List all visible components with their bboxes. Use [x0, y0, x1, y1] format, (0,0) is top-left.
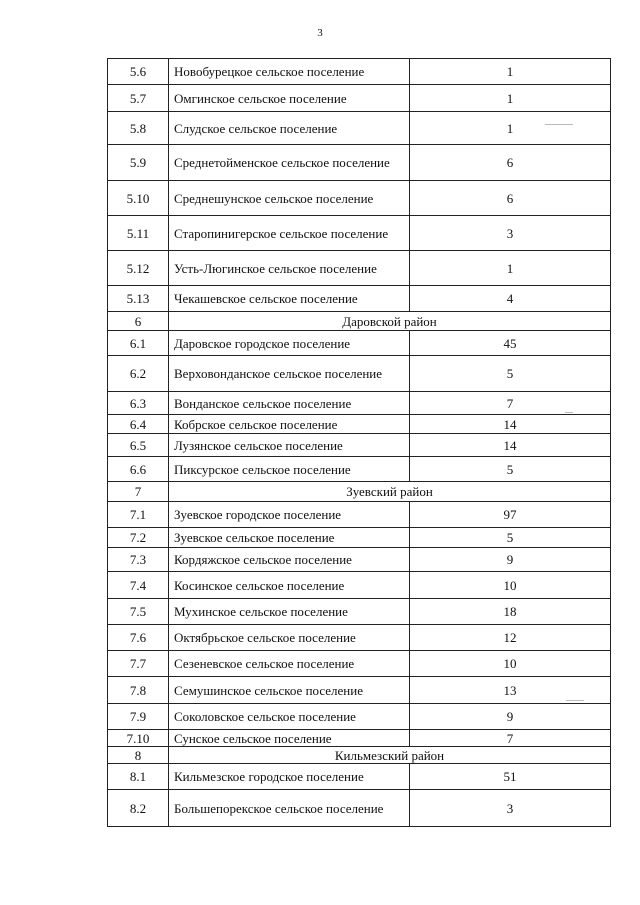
table-row: [108, 528, 611, 548]
settlement-name: Семушинское сельское поселение: [169, 677, 410, 704]
row-number: 6: [108, 312, 169, 331]
row-number: 5.12: [108, 251, 169, 286]
settlement-value: 14: [410, 434, 611, 457]
settlement-name: Вонданское сельское поселение: [169, 392, 410, 415]
row-number: 7.9: [108, 704, 169, 730]
settlement-value: 1: [410, 85, 611, 112]
settlement-name: Кордяжское сельское поселение: [169, 548, 410, 572]
settlement-value: 12: [410, 625, 611, 651]
table-row: [108, 730, 611, 747]
settlement-name: Кобрское сельское поселение: [169, 415, 410, 434]
row-number: 7: [108, 482, 169, 502]
district-row: [108, 312, 611, 331]
settlement-name: Лузянское сельское поселение: [169, 434, 410, 457]
settlement-name: Среднетойменское сельское поселение: [169, 145, 410, 181]
settlements-table: [107, 58, 611, 827]
district-row: [108, 482, 611, 502]
settlement-name: Сезеневское сельское поселение: [169, 651, 410, 677]
table-row: [108, 85, 611, 112]
settlement-name: Пиксурское сельское поселение: [169, 457, 410, 482]
row-number: 7.10: [108, 730, 169, 747]
table-row: [108, 251, 611, 286]
table-row: [108, 415, 611, 434]
row-number: 8.1: [108, 764, 169, 790]
settlement-name: Большепорекское сельское поселение: [169, 790, 410, 827]
table-row: [108, 677, 611, 704]
district-name: Кильмезский район: [169, 747, 611, 764]
table-row: [108, 145, 611, 181]
table-row: [108, 331, 611, 356]
row-number: 7.1: [108, 502, 169, 528]
row-number: 7.8: [108, 677, 169, 704]
settlement-value: 45: [410, 331, 611, 356]
table-row: [108, 599, 611, 625]
settlement-name: Кильмезское городское поселение: [169, 764, 410, 790]
table-row: [108, 651, 611, 677]
settlement-value: 5: [410, 457, 611, 482]
settlement-value: 1: [410, 59, 611, 85]
row-number: 6.3: [108, 392, 169, 415]
settlement-name: Мухинское сельское поселение: [169, 599, 410, 625]
row-number: 7.2: [108, 528, 169, 548]
settlement-name: Среднешунское сельское поселение: [169, 181, 410, 216]
table-row: [108, 764, 611, 790]
settlement-value: 6: [410, 181, 611, 216]
settlement-name: Чекашевское сельское поселение: [169, 286, 410, 312]
table-row: [108, 434, 611, 457]
row-number: 6.1: [108, 331, 169, 356]
settlement-name: Верховонданское сельское поселение: [169, 356, 410, 392]
row-number: 7.5: [108, 599, 169, 625]
settlement-name: Зуевское городское поселение: [169, 502, 410, 528]
settlement-name: Даровское городское поселение: [169, 331, 410, 356]
settlement-name: Соколовское сельское поселение: [169, 704, 410, 730]
table-row: [108, 356, 611, 392]
table-row: [108, 572, 611, 599]
settlement-value: 7: [410, 392, 611, 415]
table-row: [108, 216, 611, 251]
scan-speck: [565, 412, 573, 413]
row-number: 5.11: [108, 216, 169, 251]
row-number: 8: [108, 747, 169, 764]
settlement-value: 1: [410, 112, 611, 145]
row-number: 5.9: [108, 145, 169, 181]
table-row: [108, 548, 611, 572]
table-row: [108, 704, 611, 730]
settlement-value: 51: [410, 764, 611, 790]
settlement-value: 4: [410, 286, 611, 312]
settlement-name: Октябрьское сельское поселение: [169, 625, 410, 651]
settlement-value: 9: [410, 548, 611, 572]
settlement-value: 3: [410, 790, 611, 827]
settlement-value: 1: [410, 251, 611, 286]
row-number: 7.6: [108, 625, 169, 651]
row-number: 7.4: [108, 572, 169, 599]
row-number: 6.4: [108, 415, 169, 434]
settlement-value: 13: [410, 677, 611, 704]
settlement-value: 18: [410, 599, 611, 625]
settlement-value: 3: [410, 216, 611, 251]
table-row: [108, 112, 611, 145]
table-row: [108, 286, 611, 312]
table-row: [108, 790, 611, 827]
settlement-value: 97: [410, 502, 611, 528]
row-number: 7.3: [108, 548, 169, 572]
settlement-value: 10: [410, 651, 611, 677]
settlement-name: Слудское сельское поселение: [169, 112, 410, 145]
district-row: [108, 747, 611, 764]
settlement-value: 7: [410, 730, 611, 747]
settlement-value: 14: [410, 415, 611, 434]
settlement-name: Зуевское сельское поселение: [169, 528, 410, 548]
settlement-name: Усть-Люгинское сельское поселение: [169, 251, 410, 286]
table-row: [108, 59, 611, 85]
row-number: 5.7: [108, 85, 169, 112]
district-name: Даровской район: [169, 312, 611, 331]
table-row: [108, 181, 611, 216]
table-row: [108, 392, 611, 415]
row-number: 5.6: [108, 59, 169, 85]
row-number: 8.2: [108, 790, 169, 827]
table-body: [108, 59, 611, 827]
scan-speck: [566, 700, 584, 701]
row-number: 6.2: [108, 356, 169, 392]
row-number: 7.7: [108, 651, 169, 677]
settlement-name: Омгинское сельское поселение: [169, 85, 410, 112]
settlement-value: 9: [410, 704, 611, 730]
settlement-name: Косинское сельское поселение: [169, 572, 410, 599]
settlement-name: Новобурецкое сельское поселение: [169, 59, 410, 85]
table-row: [108, 625, 611, 651]
settlement-value: 5: [410, 356, 611, 392]
district-name: Зуевский район: [169, 482, 611, 502]
row-number: 5.8: [108, 112, 169, 145]
row-number: 6.5: [108, 434, 169, 457]
table-row: [108, 502, 611, 528]
table-row: [108, 457, 611, 482]
page-number: 3: [317, 27, 323, 39]
settlement-value: 5: [410, 528, 611, 548]
settlement-name: Старопинигерское сельское поселение: [169, 216, 410, 251]
settlement-value: 10: [410, 572, 611, 599]
scan-speck: [545, 124, 573, 125]
settlement-value: 6: [410, 145, 611, 181]
row-number: 5.10: [108, 181, 169, 216]
settlement-name: Сунское сельское поселение: [169, 730, 410, 747]
row-number: 5.13: [108, 286, 169, 312]
row-number: 6.6: [108, 457, 169, 482]
